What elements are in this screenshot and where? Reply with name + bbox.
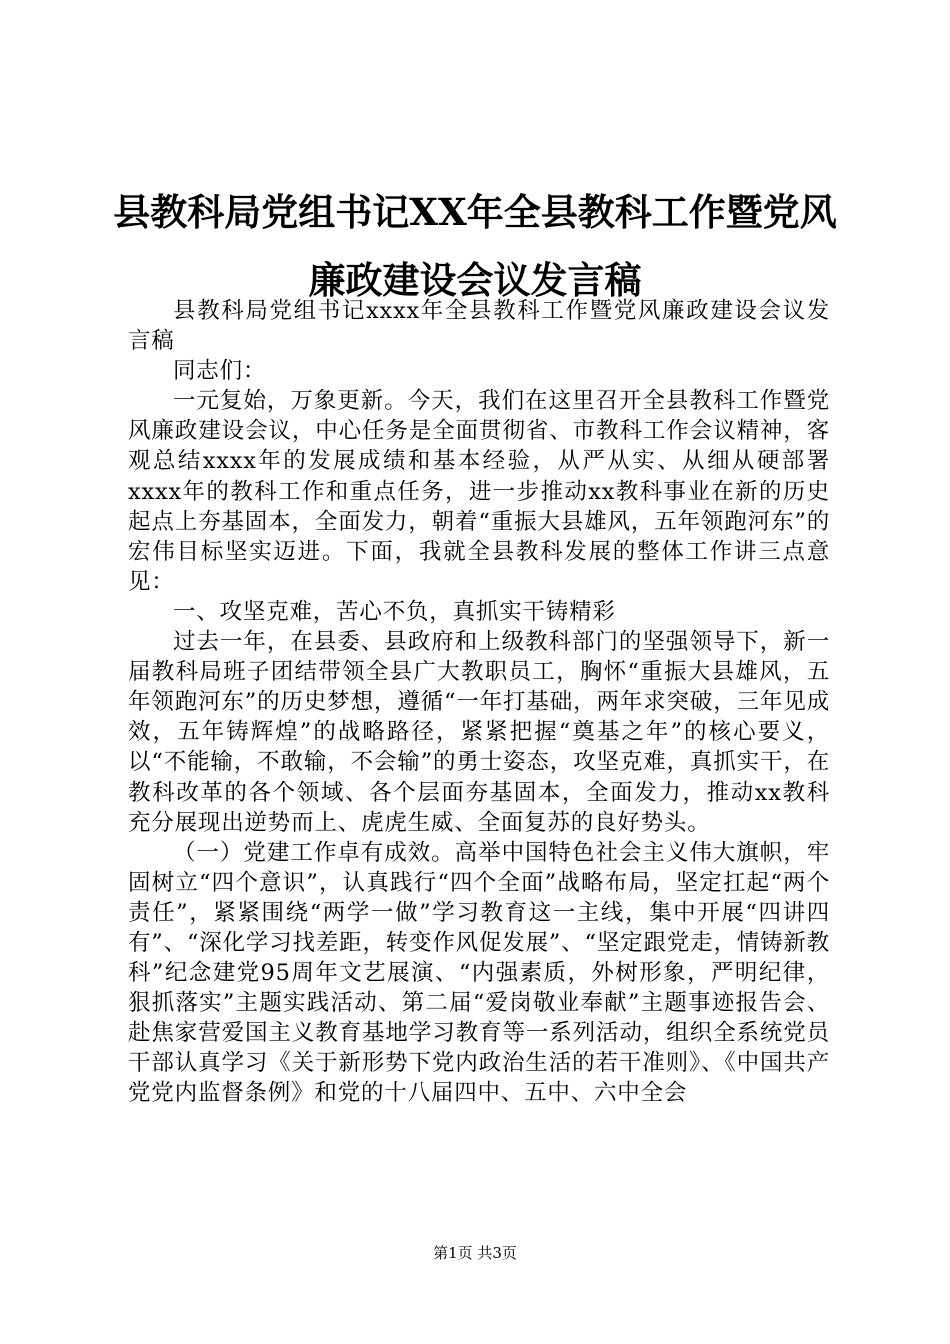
paragraph-party-building: （一）党建工作卓有成效。高举中国特色社会主义伟大旗帜，牢固树立“四个意识”，认真践行“四个全面”战略布局，坚定扛起“两个责任”，紧紧围绕“两学一做”学习教育这一主线，集中开展“四讲四有”、“深化学习找差距，转变作风促发展”、“坚定跟党走，情铸新教科”纪念建党95周年文艺展演、“内强素质，外树形象，严明纪律，狠抓落实”主题实践活动、第二届“爱岗敬业奉献”主题事迹报告会、赴焦家营爱国主义教育基地学习教育等一系列活动，组织全系统党员干部认真学习《关于新形势下党内政治生活的若干准则》、《中国共产党党内监督条例》和党的十八届四中、五中、六中全会 bbox=[128, 839, 830, 1107]
title-line-1: 县教科局党组书记XX年全县教科工作暨党风 bbox=[113, 190, 837, 234]
document-title bbox=[100, 178, 850, 314]
section-heading-1: 一、攻坚克难，苦心不负，真抓实干铸精彩 bbox=[173, 598, 616, 625]
document-body bbox=[128, 296, 830, 1109]
paragraph-review: 过去一年，在县委、县政府和上级教科部门的坚强领导下，新一届教科局班子团结带领全县广大教职员工，胸怀“重振大县雄风，五年领跑河东”的历史梦想，遵循“一年打基础，两年求突破，三年见成效，五年铸辉煌”的战略路径，紧紧把握“奠基之年”的核心要义，以“不能输，不敢输，不会输”的勇士姿态，攻坚克难，真抓实干，在教科改革的各个领域、各个层面夯基固本，全面发力，推动xx教科充分展现出逆势而上、虎虎生威、全面复苏的良好势头。 bbox=[128, 629, 830, 836]
paragraph-salutation: 同志们： bbox=[173, 358, 267, 385]
paragraph-opening: 一元复始，万象更新。今天，我们在这里召开全县教科工作暨党风廉政建设会议，中心任务是全面贯彻省、市教科工作会议精神，客观总结xxxx年的发展成绩和基本经验，从严从实、从细从硬部署xxxx年的教科工作和重点任务，进一步推动xx教科事业在新的历史起点上夯基固本，全面发力，朝着“重振大县雄风，五年领跑河东”的宏伟目标坚实迈进。下面，我就全县教科发展的整体工作讲三点意见： bbox=[128, 388, 830, 595]
paragraph-heading-repeat: 县教科局党组书记xxxx年全县教科工作暨党风廉政建设会议发言稿 bbox=[128, 298, 830, 355]
page-number-footer: 第1页 共3页 bbox=[433, 1244, 517, 1262]
title-line-2: 廉政建设会议发言稿 bbox=[308, 258, 642, 302]
